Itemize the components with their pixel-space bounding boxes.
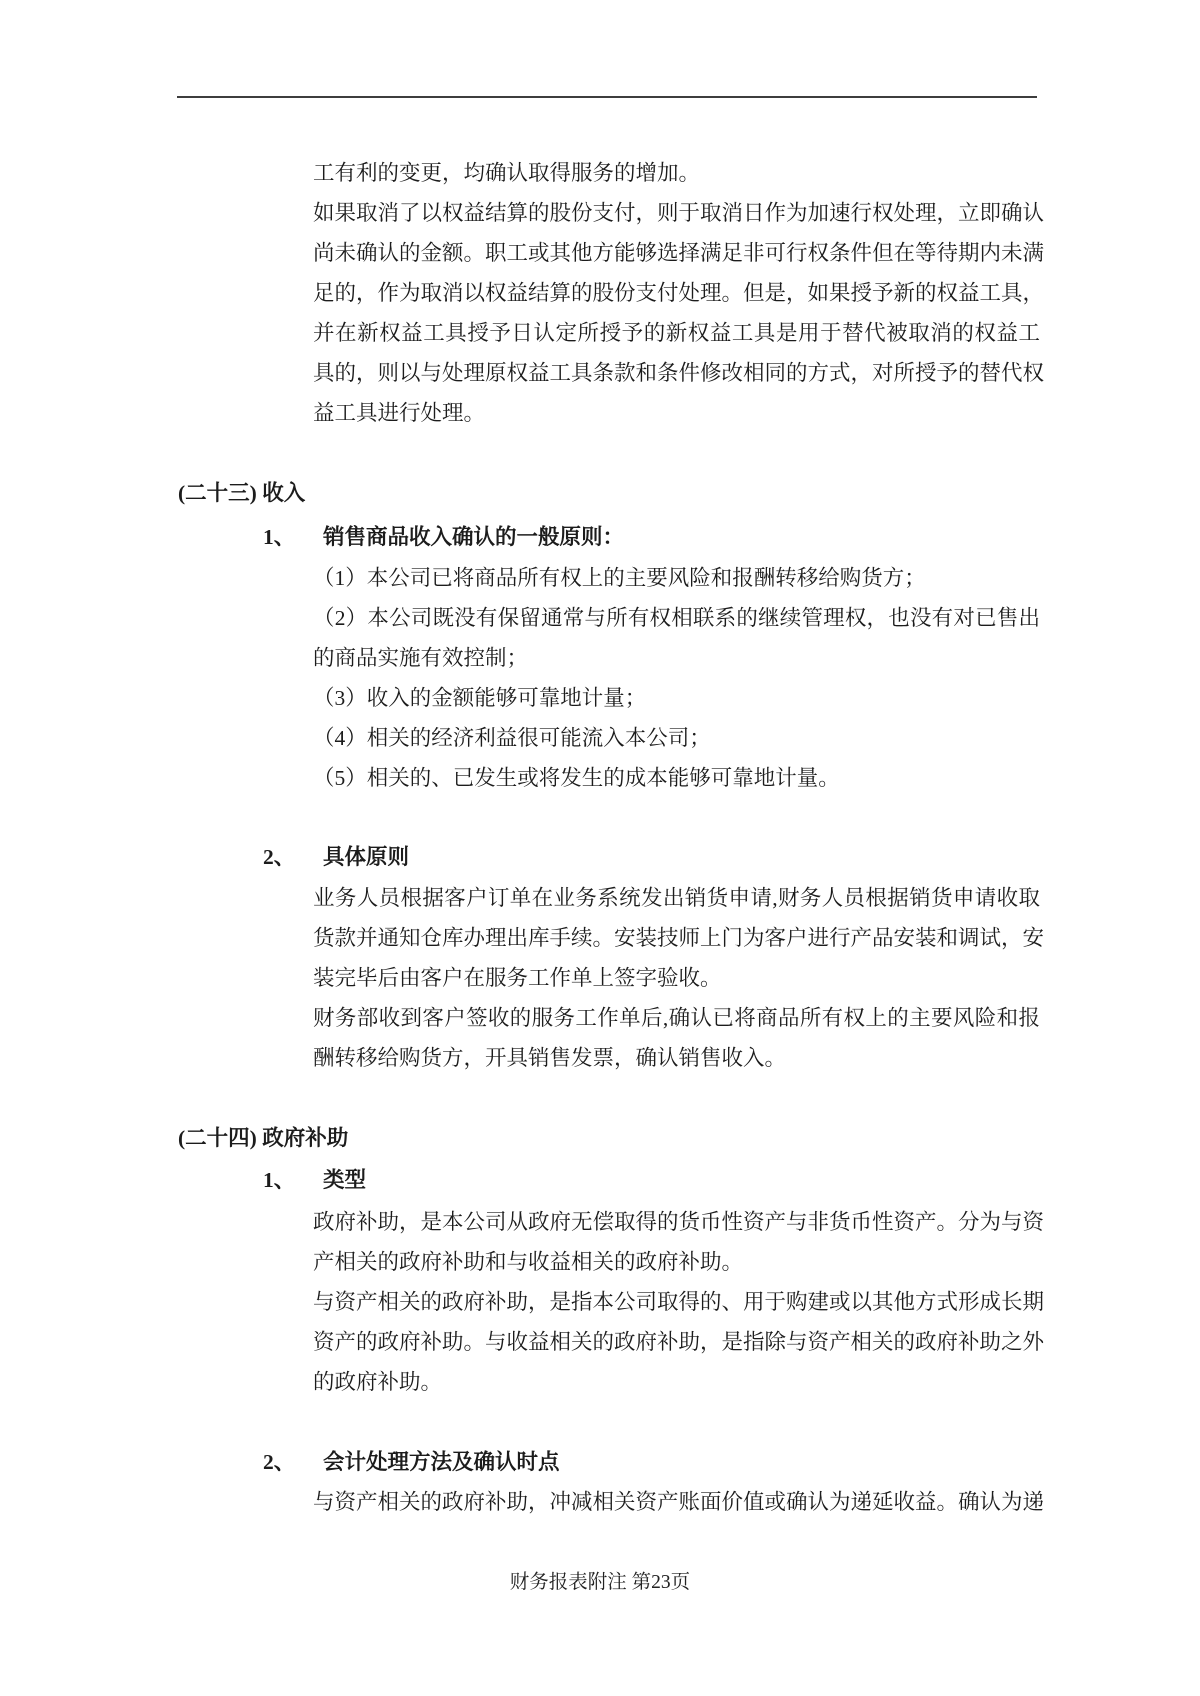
text-line: 并在新权益工具授予日认定所授予的新权益工具是用于替代被取消的权益工: [313, 321, 1040, 345]
paragraph-share-payment: [313, 153, 1045, 433]
text-line: （4）相关的经济利益很可能流入本公司；: [313, 726, 711, 750]
text-line: 产相关的政府补助和与收益相关的政府补助。: [313, 1250, 744, 1274]
text-line: （5）相关的、已发生或将发生的成本能够可靠地计量。: [313, 766, 840, 790]
text-line: （2）本公司既没有保留通常与所有权相联系的继续管理权，也没有对已售出: [313, 606, 1040, 630]
text-line: 尚未确认的金额。职工或其他方能够选择满足非可行权条件但在等待期内未满: [313, 241, 1045, 265]
list-number: 2、: [263, 845, 296, 869]
subheading-label: 会计处理方法及确认时点: [323, 1450, 560, 1474]
text-line: 具的，则以与处理原权益工具条款和条件修改相同的方式，对所授予的替代权: [313, 361, 1045, 385]
paragraph-revenue-conditions: [313, 558, 1040, 798]
subheading-accounting-treatment: [263, 1442, 560, 1482]
subheading-revenue-general-principles: [263, 517, 624, 557]
text-line: 的政府补助。: [313, 1370, 443, 1394]
section-heading-23-revenue: (二十三) 收入: [178, 481, 306, 505]
text-line: 益工具进行处理。: [313, 401, 486, 425]
text-line: 货款并通知仓库办理出库手续。安装技师上门为客户进行产品安装和调试，安: [313, 926, 1045, 950]
paragraph-sales-process: [313, 878, 1045, 1078]
paragraph-grant-accounting: [313, 1482, 1045, 1522]
text-line: 如果取消了以权益结算的股份支付，则于取消日作为加速行权处理，立即确认: [313, 201, 1045, 225]
list-number: 1、: [263, 1168, 296, 1192]
subheading-label: 类型: [323, 1168, 367, 1192]
list-number: 1、: [263, 525, 296, 549]
list-number: 2、: [263, 1450, 296, 1474]
text-line: 酬转移给购货方，开具销售发票，确认销售收入。: [313, 1046, 787, 1070]
text-line: 财务部收到客户签收的服务工作单后,确认已将商品所有权上的主要风险和报: [313, 1006, 1040, 1030]
text-line: 装完毕后由客户在服务工作单上签字验收。: [313, 966, 722, 990]
subheading-specific-principles: [263, 837, 409, 877]
section-heading-24-government-grants: (二十四) 政府补助: [178, 1126, 349, 1150]
text-line: 政府补助，是本公司从政府无偿取得的货币性资产与非货币性资产。分为与资: [313, 1210, 1045, 1234]
text-line: 的商品实施有效控制；: [313, 646, 529, 670]
text-line: 与资产相关的政府补助，冲减相关资产账面价值或确认为递延收益。确认为递: [313, 1490, 1045, 1514]
subheading-label: 销售商品收入确认的一般原则：: [323, 525, 625, 549]
text-line: 业务人员根据客户订单在业务系统发出销货申请,财务人员根据销货申请收取: [313, 886, 1040, 910]
paragraph-grant-definition: [313, 1202, 1045, 1402]
subheading-label: 具体原则: [323, 845, 410, 869]
subheading-grant-types: [263, 1160, 366, 1200]
text-line: 与资产相关的政府补助，是指本公司取得的、用于购建或以其他方式形成长期: [313, 1290, 1045, 1314]
text-line: 资产的政府补助。与收益相关的政府补助，是指除与资产相关的政府补助之外: [313, 1330, 1045, 1354]
page-footer: 财务报表附注 第23页: [509, 1572, 691, 1593]
text-line: （3）收入的金额能够可靠地计量；: [313, 686, 647, 710]
text-line: 足的，作为取消以权益结算的股份支付处理。但是，如果授予新的权益工具，: [313, 281, 1045, 305]
text-line: （1）本公司已将商品所有权上的主要风险和报酬转移给购货方；: [313, 566, 926, 590]
text-line: 工有利的变更，均确认取得服务的增加。: [313, 161, 701, 185]
header-rule: [177, 96, 1037, 98]
